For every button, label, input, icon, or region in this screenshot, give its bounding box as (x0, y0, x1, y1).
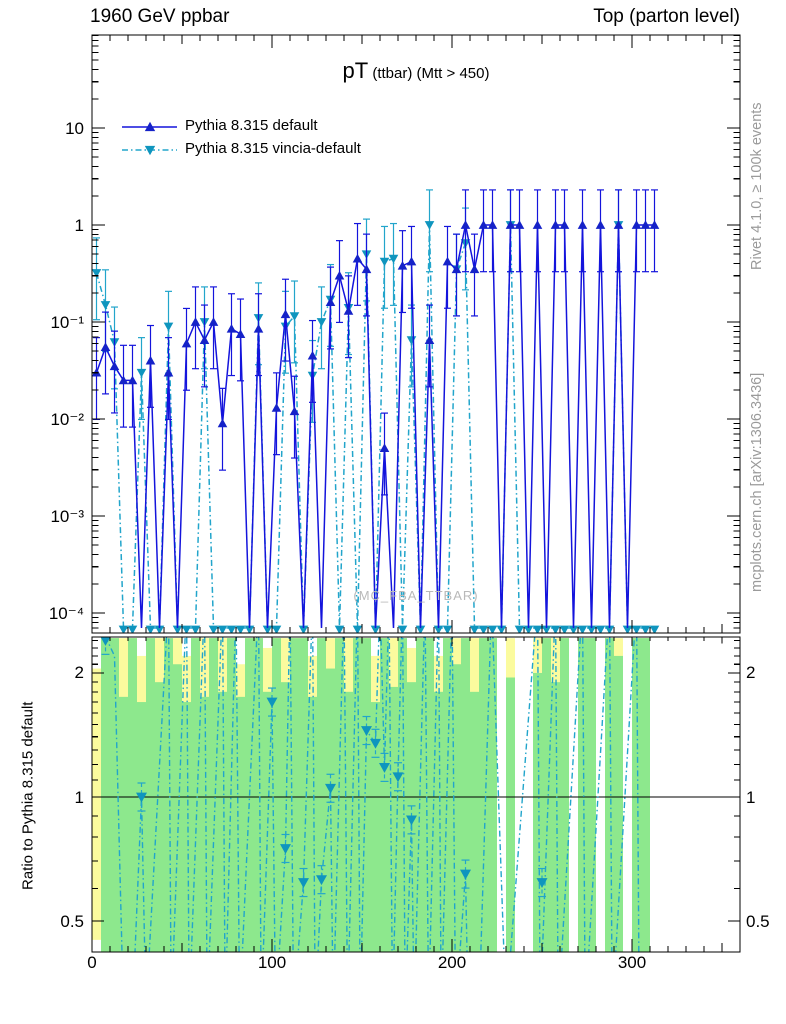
legend-label-vincia: Pythia 8.315 vincia-default (185, 140, 361, 157)
axis-tick-label: 10 (65, 118, 84, 138)
axis-tick-label: 300 (617, 953, 647, 972)
axis-tick-label: 1 (746, 787, 756, 807)
axis-tick-label: 0.5 (746, 911, 770, 931)
legend-label-default: Pythia 8.315 default (185, 117, 318, 134)
rivet-version-note: Rivet 4.1.0, ≥ 100k events (749, 102, 765, 270)
axis-tick-label: 10⁻² (50, 409, 84, 429)
main-series (92, 190, 660, 628)
axis-tick-label: 0.5 (60, 911, 84, 931)
axis-tick-label: 100 (257, 953, 287, 972)
analysis-watermark: (MC_FBA_TTBAR) (353, 588, 479, 603)
axis-tick-label: 1 (74, 215, 84, 235)
axis-tick-label: 2 (74, 663, 84, 683)
analysis-group-label: Top (parton level) (593, 6, 740, 27)
axis-tick-label: 0 (87, 953, 97, 972)
axis-tick-label: 200 (437, 953, 467, 972)
ratio-uncertainty-bands (92, 638, 650, 952)
axis-tick-label: 10⁻¹ (50, 312, 84, 332)
mcplots-citation-note: mcplots.cern.ch [arXiv:1306.3436] (749, 372, 765, 593)
plot-title (92, 58, 740, 84)
axis-tick-label: 2 (746, 663, 756, 683)
plot-title-cut: (ttbar) (Mtt > 450) (368, 65, 490, 82)
ratio-axis-label: Ratio to Pythia 8.315 default (19, 701, 37, 891)
plot-title-observable: pT (342, 58, 369, 83)
axis-tick-label: 1 (74, 787, 84, 807)
beam-energy-label: 1960 GeV ppbar (90, 6, 230, 27)
axis-tick-label: 10⁻³ (50, 506, 84, 526)
axis-tick-label: 10⁻⁴ (48, 603, 84, 623)
